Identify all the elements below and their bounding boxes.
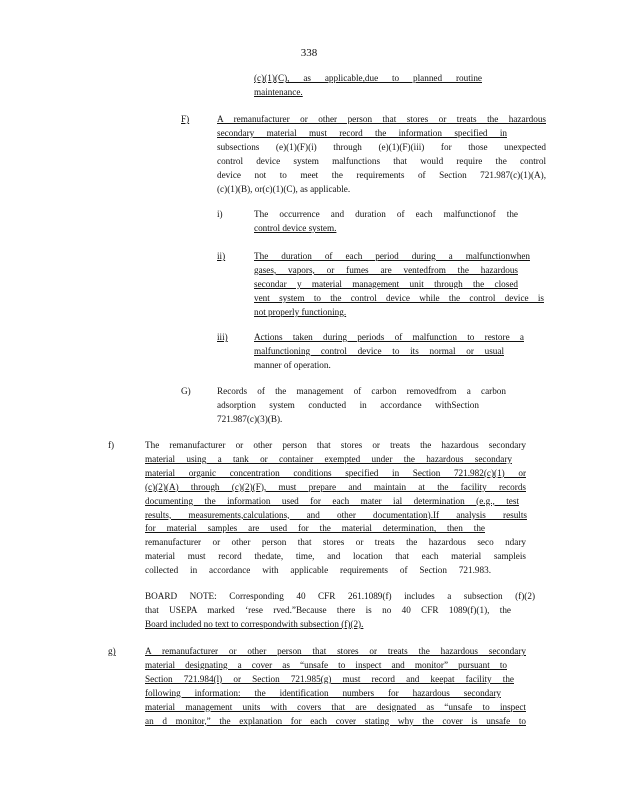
text-line: remanufacturer or other person that stores or treats the hazardous seco ndary [145, 537, 526, 548]
text-line: Board included no text to correspondwith subsection (f)(2). [145, 618, 364, 629]
text-line: (c)(2)(A) through (c)(2)(F), must prepare and maintain at the facility records [145, 481, 526, 492]
text-line: that USEPA marked ‘rese rved.”Because there is no 40 CFR 1089(f)(1), the [145, 604, 511, 615]
section-f-text [145, 439, 526, 578]
text-line: malfunctioning control device to its normal or usual [254, 345, 504, 356]
text-line: material using a tank or container exempted under the hazardous secondary [145, 453, 512, 464]
section-label-g: g) [108, 646, 116, 656]
item-iii-text [254, 331, 524, 373]
text-line: secondary material must record the information specified in [217, 127, 507, 138]
text-line: vent system to the control device while the control device is [254, 292, 544, 303]
text-line: following information: the identification numbers for hazardous secondary [145, 687, 501, 698]
section-label-F: F) [181, 114, 190, 124]
text-line: A remanufacturer or other person that stores or treats the hazardous [217, 114, 546, 124]
text-line: (c)(1)(B), or(c)(1)(C), as applicable. [217, 183, 351, 194]
section-label-f: f) [108, 440, 115, 450]
text-line: (c)(1)(C), as applicable,due to planned routine [254, 73, 482, 83]
board-note [145, 590, 535, 632]
text-line: for material samples are used for the material determination, then the [145, 523, 485, 534]
text-line: material organic concentration conditions specified in Section 721.982(c)(1) or [145, 467, 526, 478]
text-line: material must record thedate, time, and location that each material sampleis [145, 551, 526, 562]
text-line: adsorption system conducted in accordance withSection [217, 399, 479, 410]
text-line: BOARD NOTE: Corresponding 40 CFR 261.1089(f) includes a subsection (f)(2) [145, 591, 535, 601]
text-line: Actions taken during periods of malfunction to restore a [254, 332, 524, 342]
text-line: secondar y material management unit through the closed [254, 278, 518, 289]
text-line: material designating a cover as “unsafe to inspect and monitor” pursuant to [145, 659, 507, 670]
text-line: results, measurements,calculations, and other documentation).If analysis results [145, 509, 527, 520]
text-line: subsections (e)(1)(F)(i) through (e)(1)(F)(iii) for those unexpected [217, 141, 546, 152]
text-line: 721.987(c)(3)(B). [217, 413, 283, 424]
item-label-ii: ii) [217, 251, 226, 261]
text-line: manner of operation. [254, 359, 331, 370]
text-line: The duration of each period during a malfunctionwhen [254, 251, 530, 261]
section-g-text [145, 645, 526, 728]
item-label-iii: iii) [217, 332, 228, 342]
text-line: control device system malfunctions that would require the control [217, 155, 546, 166]
text-line: maintenance. [254, 86, 303, 97]
text-line: Section 721.984(l) or Section 721.985(g) must record and keepat facility the [145, 673, 514, 684]
text-line: control device system. [254, 222, 337, 233]
page-number: 338 [300, 47, 318, 59]
text-line: The remanufacturer or other person that stores or treats the hazardous secondary [145, 440, 526, 450]
continuation-text [254, 72, 482, 100]
text-line: material management units with covers that are designated as “unsafe to inspect [145, 701, 526, 712]
text-line: A remanufacturer or other person that stores or treats the hazardous secondary [145, 646, 526, 656]
text-line: The occurrence and duration of each malfunctionof the [254, 209, 518, 219]
section-label-G: G) [181, 386, 191, 396]
section-G-text [217, 385, 506, 427]
text-line: not properly functioning. [254, 306, 347, 317]
text-line: gases, vapors, or fumes are ventedfrom the hazardous [254, 264, 518, 275]
text-line: device not to meet the requirements of Section 721.987(c)(1)(A), [217, 169, 546, 180]
text-line: Records of the management of carbon removedfrom a carbon [217, 386, 506, 396]
item-label-i: i) [217, 209, 223, 219]
item-i-text [254, 208, 518, 236]
text-line: an d monitor,” the explanation for each cover stating why the cover is unsafe to [145, 715, 526, 726]
section-F-text [217, 113, 546, 196]
item-ii-text [254, 250, 544, 320]
text-line: documenting the information used for each mater ial determination (e.g., test [145, 495, 519, 506]
text-line: collected in accordance with applicable requirements of Section 721.983. [145, 565, 491, 576]
